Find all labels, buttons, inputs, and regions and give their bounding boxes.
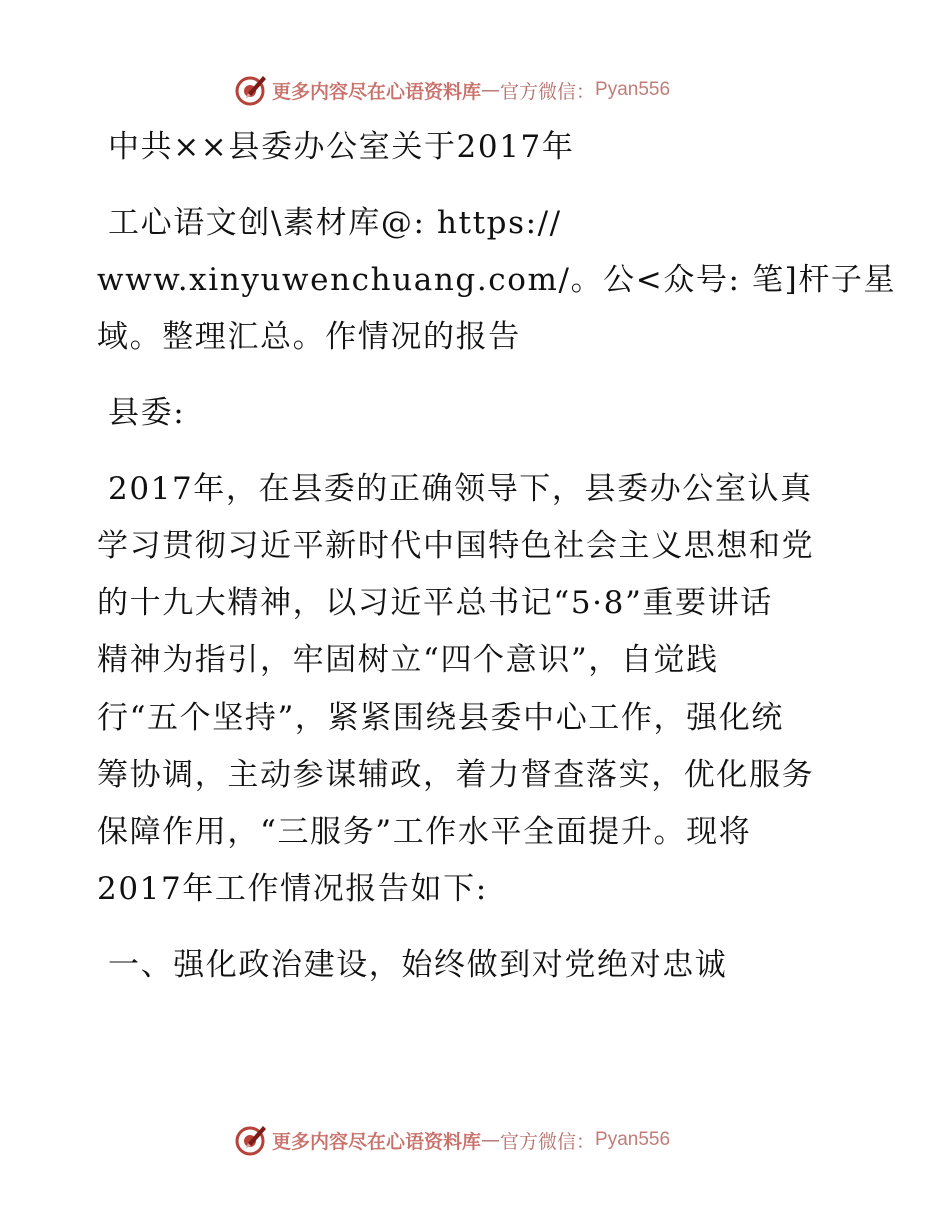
watermark-separator: —: [481, 79, 501, 101]
watermark-brand-text: 更多内容尽在心语资料库: [272, 1130, 482, 1153]
document-title: 中共××县委办公室关于2017年: [108, 129, 575, 165]
watermark-wechat-id: Pyan556: [595, 1129, 671, 1150]
watermark-separator: —: [481, 1129, 501, 1151]
body-line-3: 的十九大精神，以习近平总书记“5·8”重要讲话: [97, 585, 773, 621]
body-line-1: 2017年，在县委的正确领导下，县委办公室认真: [108, 471, 813, 507]
section-heading: 一、强化政治建设，始终做到对党绝对忠诚: [108, 947, 728, 983]
source-line-2: www.xinyuwenchuang.com/。公<众号: 笔]杆子星: [97, 262, 897, 298]
source-line-3: 域。整理汇总。作情况的报告: [97, 319, 521, 355]
pen-logo-icon: [234, 73, 268, 107]
watermark-banner-bottom: [234, 1122, 670, 1158]
watermark-wechat-label: 官方微信：: [500, 1130, 596, 1153]
watermark-brand-text: 更多内容尽在心语资料库: [272, 80, 482, 103]
body-line-4: 精神为指引，牢固树立“四个意识”，自觉践: [97, 642, 719, 678]
salutation: 县委:: [108, 395, 186, 431]
body-line-6: 筹协调，主动参谋辅政，着力督查落实，优化服务: [97, 757, 815, 793]
body-line-2: 学习贯彻习近平新时代中国特色社会主义思想和党: [97, 528, 815, 564]
watermark-wechat-label: 官方微信：: [500, 80, 596, 103]
body-line-5: 行“五个坚持”，紧紧围绕县委中心工作，强化统: [97, 700, 784, 736]
source-line-1: 工心语文创\素材库@: https://: [108, 205, 562, 241]
body-line-7: 保障作用，“三服务”工作水平全面提升。现将: [97, 814, 752, 850]
pen-logo-icon: [234, 1123, 268, 1157]
body-line-8: 2017年工作情况报告如下:: [97, 871, 488, 907]
watermark-banner-top: [234, 72, 670, 108]
watermark-wechat-id: Pyan556: [595, 79, 671, 100]
